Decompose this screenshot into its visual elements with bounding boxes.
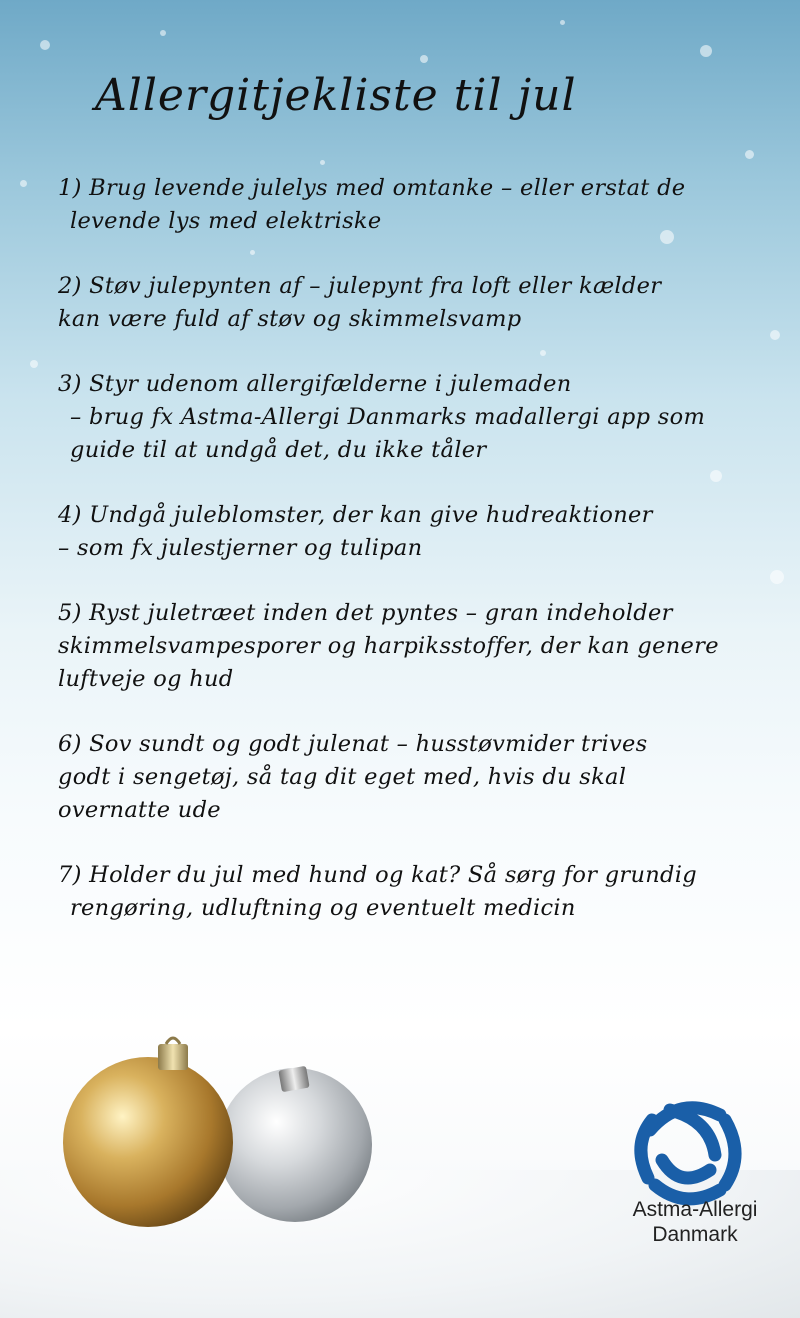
gold-ornament <box>63 1057 233 1227</box>
bokeh-dot <box>420 55 428 63</box>
logo-text-line1: Astma-Allergi <box>632 1198 758 1221</box>
bokeh-dot <box>745 150 754 159</box>
gold-ornament-cap <box>158 1044 188 1070</box>
bokeh-dot <box>700 45 712 57</box>
bokeh-dot <box>20 180 27 187</box>
list-item: 5) Ryst juletræet inden det pyntes – gran indeholder skimmelsvampesporer og harpiksstoffer, der kan genere luftveje og hud <box>58 600 719 692</box>
list-item: 4) Undgå juleblomster, der kan give hudreaktioner – som fx julestjerner og tulipan <box>58 502 653 561</box>
silver-ornament <box>218 1068 372 1222</box>
bokeh-dot <box>540 350 546 356</box>
christmas-ornaments-illustration <box>50 1030 390 1250</box>
list-item: 1) Brug levende julelys med omtanke – eller erstat de levende lys med elektriske <box>58 175 686 234</box>
page-title: Allergitjekliste til jul <box>95 70 577 121</box>
list-item: 7) Holder du jul med hund og kat? Så sørg for grundig rengøring, udluftning og eventuelt medicin <box>58 862 697 921</box>
list-item: 3) Styr udenom allergifælderne i julemaden – brug fx Astma-Allergi Danmarks madallergi app som guide til at undgå det, du ikke tåler <box>58 371 706 463</box>
bokeh-dot <box>710 470 722 482</box>
bokeh-dot <box>160 30 166 36</box>
bokeh-dot <box>560 20 565 25</box>
list-item: 6) Sov sundt og godt julenat – husstøvmider trives godt i sengetøj, så tag dit eget med, hvis du skal overnatte ude <box>58 731 648 823</box>
bokeh-dot <box>30 360 38 368</box>
logo-text-line2: Danmark <box>652 1223 738 1246</box>
bokeh-dot <box>40 40 50 50</box>
bokeh-dot <box>320 160 325 165</box>
bokeh-dot <box>770 570 784 584</box>
bokeh-dot <box>250 250 255 255</box>
list-item: 2) Støv julepynten af – julepynt fra loft eller kælder kan være fuld af støv og skimmelsvamp <box>58 273 662 332</box>
